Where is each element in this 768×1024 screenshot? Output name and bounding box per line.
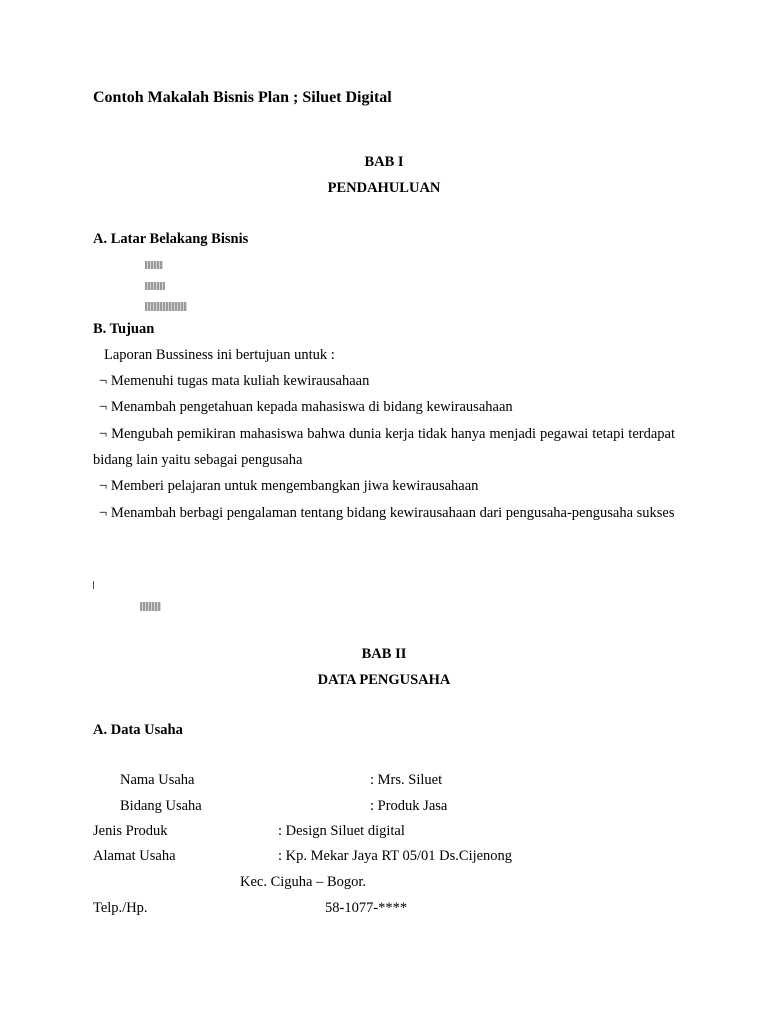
field-value: : Kp. Mekar Jaya RT 05/01 Ds.Cijenong bbox=[278, 848, 513, 864]
field-value: 58-1077-**** bbox=[325, 900, 408, 916]
list-item bbox=[99, 373, 369, 390]
section-b-heading: B. Tujuan bbox=[93, 321, 155, 337]
field-label: Telp./Hp. bbox=[93, 900, 148, 916]
field-value: : Mrs. Siluet bbox=[370, 772, 443, 788]
field-value: Kec. Ciguha – Bogor. bbox=[240, 874, 367, 890]
thumbnail-image bbox=[140, 602, 161, 611]
text-cursor-mark bbox=[93, 581, 94, 589]
list-item bbox=[93, 421, 675, 473]
field-value: : Design Siluet digital bbox=[278, 823, 405, 839]
thumbnail-image bbox=[145, 302, 187, 311]
bullet-symbol: ¬ bbox=[99, 373, 108, 389]
list-item-text: Memenuhi tugas mata kuliah kewirausahaan bbox=[110, 373, 370, 389]
bab1-heading: BAB I bbox=[364, 154, 404, 170]
section-b-intro: Laporan Bussiness ini bertujuan untuk : bbox=[104, 347, 335, 363]
list-item bbox=[99, 478, 478, 495]
bullet-symbol: ¬ bbox=[99, 505, 108, 521]
field-label: Alamat Usaha bbox=[93, 848, 176, 864]
field-label: Nama Usaha bbox=[120, 772, 195, 788]
field-label: Jenis Produk bbox=[93, 823, 168, 839]
bab2-heading: BAB II bbox=[361, 646, 407, 662]
list-item-text: Menambah berbagi pengalaman tentang bidang kewirausahaan dari pengusaha-pengusaha sukses bbox=[110, 505, 675, 521]
bab1-subheading: PENDAHULUAN bbox=[327, 180, 441, 196]
bullet-symbol: ¬ bbox=[99, 426, 108, 442]
bab2-subheading: DATA PENGUSAHA bbox=[317, 672, 451, 688]
bullet-symbol: ¬ bbox=[99, 478, 108, 494]
field-value: : Produk Jasa bbox=[370, 798, 448, 814]
list-item bbox=[93, 500, 675, 526]
list-item bbox=[99, 399, 513, 416]
thumbnail-image bbox=[145, 282, 165, 290]
section-a-heading: A. Latar Belakang Bisnis bbox=[93, 231, 249, 247]
data-usaha-heading: A. Data Usaha bbox=[93, 722, 183, 738]
list-item-text: Mengubah pemikiran mahasiswa bahwa dunia kerja tidak hanya menjadi pegawai tetapi terdapat bidang lain yaitu sebagai pengusaha bbox=[93, 426, 675, 468]
thumbnail-image bbox=[145, 261, 163, 269]
list-item-text: Memberi pelajaran untuk mengembangkan jiwa kewirausahaan bbox=[110, 478, 479, 494]
list-item-text: Menambah pengetahuan kepada mahasiswa di bidang kewirausahaan bbox=[110, 399, 513, 415]
field-label: Bidang Usaha bbox=[120, 798, 202, 814]
bullet-symbol: ¬ bbox=[99, 399, 108, 415]
document-title: Contoh Makalah Bisnis Plan ; Siluet Digital bbox=[93, 89, 392, 106]
